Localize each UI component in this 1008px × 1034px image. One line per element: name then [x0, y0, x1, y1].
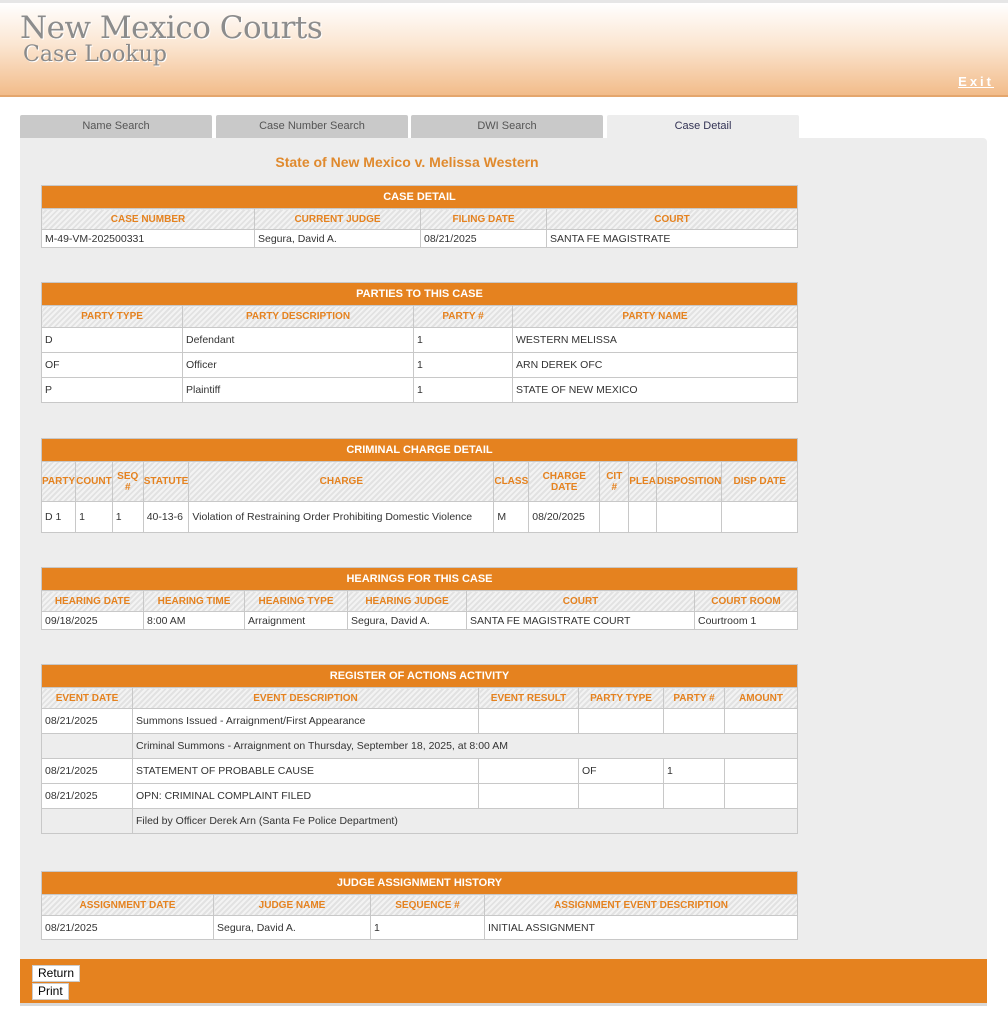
print-button[interactable]: Print [32, 983, 69, 1000]
note-spacer [42, 734, 133, 759]
column-header: COURT ROOM [695, 591, 798, 612]
column-header: HEARING JUDGE [348, 591, 467, 612]
table-row [42, 709, 798, 734]
table-row [42, 784, 798, 809]
event-date: 08/21/2025 [42, 709, 133, 734]
column-header: PLEA [629, 462, 657, 502]
column-header: EVENT RESULT [479, 688, 579, 709]
party-type: OF [42, 353, 183, 378]
note-spacer [42, 809, 133, 834]
section-title: PARTIES TO THIS CASE [42, 283, 798, 306]
section-title: HEARINGS FOR THIS CASE [42, 568, 798, 591]
column-header: CHARGE [189, 462, 494, 502]
table-row [42, 230, 798, 248]
table-row-note [42, 734, 798, 759]
column-header: ASSIGNMENT EVENT DESCRIPTION [485, 895, 798, 916]
party-number: 1 [414, 353, 513, 378]
tab-case-detail[interactable]: Case Detail [607, 115, 799, 138]
sequence-number: 1 [371, 916, 485, 940]
event-result [479, 784, 579, 809]
party-name: STATE OF NEW MEXICO [513, 378, 798, 403]
charge-count: 1 [76, 502, 113, 533]
column-header: CURRENT JUDGE [255, 209, 421, 230]
assignment-date: 08/21/2025 [42, 916, 214, 940]
case-number: M-49-VM-202500331 [42, 230, 255, 248]
column-header: PARTY # [414, 306, 513, 328]
column-header: ASSIGNMENT DATE [42, 895, 214, 916]
column-header: COURT [467, 591, 695, 612]
exit-link[interactable]: Exit [958, 74, 994, 89]
column-header: CLASS [494, 462, 529, 502]
column-header: EVENT DATE [42, 688, 133, 709]
event-party-type [579, 709, 664, 734]
table-row [42, 378, 798, 403]
return-button[interactable]: Return [32, 965, 80, 982]
section-title: CRIMINAL CHARGE DETAIL [42, 439, 798, 462]
table-row [42, 916, 798, 940]
column-header: HEARING TIME [144, 591, 245, 612]
column-header: PARTY TYPE [42, 306, 183, 328]
charge-class: M [494, 502, 529, 533]
hearing-date: 09/18/2025 [42, 612, 144, 630]
party-type: P [42, 378, 183, 403]
column-header: PARTY NAME [513, 306, 798, 328]
column-header: CASE NUMBER [42, 209, 255, 230]
charge-plea [629, 502, 657, 533]
site-title: New Mexico Courts [20, 10, 323, 46]
hearings-table [41, 567, 798, 630]
event-description: Summons Issued - Arraignment/First Appearance [133, 709, 479, 734]
event-note: Filed by Officer Derek Arn (Santa Fe Police Department) [133, 809, 798, 834]
column-header: SEQ # [112, 462, 143, 502]
event-description: STATEMENT OF PROBABLE CAUSE [133, 759, 479, 784]
column-header: PARTY [42, 462, 76, 502]
assignment-event-description: INITIAL ASSIGNMENT [485, 916, 798, 940]
filing-date: 08/21/2025 [421, 230, 547, 248]
column-header: HEARING DATE [42, 591, 144, 612]
event-description: OPN: CRIMINAL COMPLAINT FILED [133, 784, 479, 809]
case-detail-table [41, 185, 798, 248]
column-header: DISP DATE [722, 462, 798, 502]
party-description: Officer [183, 353, 414, 378]
column-header: JUDGE NAME [214, 895, 371, 916]
hearing-type: Arraignment [245, 612, 348, 630]
event-amount [725, 709, 798, 734]
table-row [42, 328, 798, 353]
case-title: State of New Mexico v. Melissa Western [275, 154, 539, 170]
event-party-type [579, 784, 664, 809]
party-description: Defendant [183, 328, 414, 353]
tab-dwi-search[interactable]: DWI Search [411, 115, 603, 138]
table-row [42, 759, 798, 784]
case-detail-panel [20, 138, 987, 960]
party-number: 1 [414, 378, 513, 403]
table-row [42, 612, 798, 630]
event-result [479, 709, 579, 734]
charge-statute: 40-13-6 [143, 502, 189, 533]
section-title: CASE DETAIL [42, 186, 798, 209]
column-header: STATUTE [143, 462, 189, 502]
column-header: AMOUNT [725, 688, 798, 709]
event-party-number [664, 709, 725, 734]
party-number: 1 [414, 328, 513, 353]
column-header: CHARGE DATE [529, 462, 600, 502]
column-header: PARTY DESCRIPTION [183, 306, 414, 328]
column-header: PARTY # [664, 688, 725, 709]
party-name: WESTERN MELISSA [513, 328, 798, 353]
charge-seq: 1 [112, 502, 143, 533]
party-description: Plaintiff [183, 378, 414, 403]
register-table [41, 664, 798, 834]
section-title: JUDGE ASSIGNMENT HISTORY [42, 872, 798, 895]
court: SANTA FE MAGISTRATE [547, 230, 798, 248]
charge-cit [600, 502, 629, 533]
column-header: CIT # [600, 462, 629, 502]
table-row [42, 353, 798, 378]
event-party-number: 1 [664, 759, 725, 784]
charge-disposition [656, 502, 721, 533]
event-amount [725, 784, 798, 809]
event-party-number [664, 784, 725, 809]
parties-table [41, 282, 798, 403]
event-note: Criminal Summons - Arraignment on Thursday, September 18, 2025, at 8:00 AM [133, 734, 798, 759]
column-header: EVENT DESCRIPTION [133, 688, 479, 709]
charge-description: Violation of Restraining Order Prohibiting Domestic Violence [189, 502, 494, 533]
header-divider [0, 95, 1008, 97]
charge-party: D 1 [42, 502, 76, 533]
table-row-note [42, 809, 798, 834]
column-header: PARTY TYPE [579, 688, 664, 709]
column-header: FILING DATE [421, 209, 547, 230]
section-title: REGISTER OF ACTIONS ACTIVITY [42, 665, 798, 688]
site-subtitle: Case Lookup [23, 42, 167, 67]
tab-case-number-search[interactable]: Case Number Search [216, 115, 408, 138]
footer-divider [20, 1003, 987, 1006]
column-header: COUNT [76, 462, 113, 502]
column-header: HEARING TYPE [245, 591, 348, 612]
hearing-judge: Segura, David A. [348, 612, 467, 630]
charge-disp-date [722, 502, 798, 533]
event-amount [725, 759, 798, 784]
event-date: 08/21/2025 [42, 784, 133, 809]
tab-name-search[interactable]: Name Search [20, 115, 212, 138]
current-judge: Segura, David A. [255, 230, 421, 248]
party-name: ARN DEREK OFC [513, 353, 798, 378]
column-header: COURT [547, 209, 798, 230]
judge-name: Segura, David A. [214, 916, 371, 940]
event-result [479, 759, 579, 784]
charges-table [41, 438, 798, 533]
hearing-court: SANTA FE MAGISTRATE COURT [467, 612, 695, 630]
column-header: SEQUENCE # [371, 895, 485, 916]
judge-history-table [41, 871, 798, 940]
footer-bar [20, 959, 987, 1003]
party-type: D [42, 328, 183, 353]
event-party-type: OF [579, 759, 664, 784]
column-header: DISPOSITION [656, 462, 721, 502]
hearing-court-room: Courtroom 1 [695, 612, 798, 630]
event-date: 08/21/2025 [42, 759, 133, 784]
hearing-time: 8:00 AM [144, 612, 245, 630]
table-row [42, 502, 798, 533]
charge-date: 08/20/2025 [529, 502, 600, 533]
